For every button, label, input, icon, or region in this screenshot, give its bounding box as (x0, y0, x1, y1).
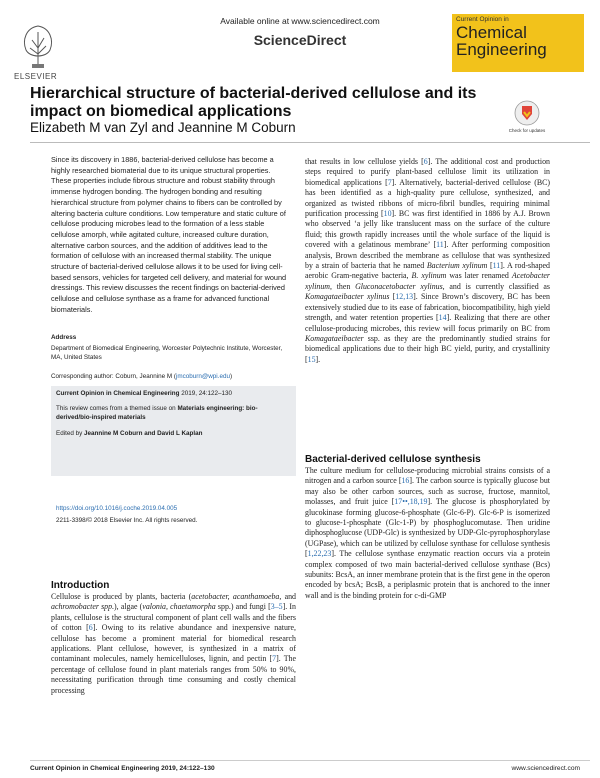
available-online[interactable]: Available online at www.sciencedirect.com (220, 16, 380, 26)
paragraph-text: , and is currently classified as (442, 281, 550, 291)
paragraph-text: ]. In plants, cellulose is the structural component of plant cell walls and the fibers of cotton [ (51, 602, 296, 633)
species-name: B. xylinum (411, 271, 447, 281)
paragraph-text: [ (389, 292, 396, 302)
journal-title-line1: Chemical (456, 23, 527, 42)
reference-link[interactable]: 6 (423, 157, 428, 166)
paragraph-text: was later renamed (446, 271, 512, 281)
reference-link[interactable]: 7 (387, 177, 392, 187)
corresponding-end: ) (229, 373, 233, 380)
citation (56, 390, 232, 397)
intro-paragraph-cont (305, 157, 550, 365)
corresponding-author (51, 373, 301, 380)
paragraph-text: ]. Realizing that there are other cellulose-producing microbes, this review will focus primarily on BC from (305, 313, 550, 333)
paragraph-text: The culture medium for cellulose-producing microbial strains consists of a nitrogen and a carbon source [ (305, 466, 550, 486)
footer-citation: Current Opinion in Chemical Engineering 2019, 24:122–130 (30, 765, 215, 772)
edited-prefix: Edited by (56, 430, 85, 437)
paragraph-text: ]. (315, 354, 321, 364)
species-name: Komagataeibacter (305, 333, 364, 343)
species-name: acetobacter, acanthamoeba (191, 592, 280, 601)
edited-by (56, 430, 291, 437)
reference-link[interactable]: 17••,18,19 (394, 497, 428, 507)
paragraph-text: ]. A rod-shaped aerobic Gram-negative bacteria, (305, 261, 550, 281)
header-divider (30, 142, 590, 143)
reference-link[interactable]: 11 (436, 240, 444, 250)
paragraph-text: that results in low cellulose yields [ (305, 157, 424, 166)
paragraph-text: ]. Alternatively, bacterial-derived cellulose (BC) has been identified as a high-quality pure cellulose, synthesized, and organized as twisted ribbons of micro-fibril bundles, requiring minimal purification processing [ (305, 177, 550, 219)
article-title: Hierarchical structure of bacterial-derived cellulose and its impact on biomedical applications (30, 85, 477, 120)
reference-link[interactable]: 12,13 (395, 292, 414, 302)
bc-synthesis-heading: Bacterial-derived cellulose synthesis (305, 454, 481, 465)
article-authors: Elizabeth M van Zyl and Jeannine M Coburn (30, 120, 296, 135)
paragraph-text: ]. The additional cost and production steps required to purify plant-based cellulose limit its utilization in biomedical applications [ (305, 157, 551, 187)
intro-paragraph (51, 592, 296, 696)
species-name: achromobacter spp. (51, 602, 115, 612)
citation-journal: Current Opinion in Chemical Engineering (56, 390, 180, 397)
paragraph-text: , then (329, 281, 356, 291)
journal-title (456, 24, 547, 58)
bc-synthesis-paragraph (305, 466, 550, 601)
abstract: Since its discovery in 1886, bacterial-derived cellulose has become a highly researched biomaterial due to its unique structural properties. These properties include fibrous structure and robust stability through immense hydrogen bonding. The hydrogen bonding and resulting hierarchical structure from polymer chains to fibers can be controlled by altering bacteria culture conditions. Low temperature and static culture of cellulose producing microbes lead to the formation of a less stable cellulose amorph, while agitated culture, increased culture duration, alternative carbon sources, and the addition of additives lead to the formation of cellulose with an increased thermal stability. The unique structure of bacterial-derived cellulose allows it to be used for living cell-based sensors, vehicles for targeted cell delivery, and material for wound dressings. This review discusses the recent findings on bacterial-derived cellulose and cellulose synthase as a frame for advanced functional biomaterials. (51, 155, 287, 314)
paragraph-text: spp.) and fungi [ (215, 602, 271, 612)
check-for-updates-label[interactable]: Check for updates (508, 128, 546, 133)
footer-website[interactable]: www.sciencedirect.com (511, 765, 580, 772)
reference-link[interactable]: 3–5 (270, 602, 283, 612)
reference-link[interactable]: 7 (272, 654, 277, 664)
paragraph-text: ]. Since Brown’s discovery, BC has been extensively studied due to its ease of fabrication, biocompatibility, high yield strength, and water retention properties [ (305, 292, 550, 323)
reference-link[interactable]: 14 (438, 313, 447, 323)
species-name: valonia, chaetamorpha (142, 602, 216, 612)
reference-link[interactable]: 1,22,23 (307, 549, 332, 559)
species-name: Acetobacter xylinum (305, 271, 550, 291)
reference-link[interactable]: 16 (401, 476, 410, 486)
citation-volume: 2019, 24:122–130 (179, 390, 233, 397)
species-name: Komagataeibacter xylinus (305, 292, 390, 302)
paragraph-text: ]. The carbon source is typically glucose but may also be other carbon sources, such as sucrose, fructose, mannitol, molasses, and fruit juice [ (305, 476, 550, 507)
paragraph-text: , and (279, 592, 296, 601)
themed-issue (56, 405, 291, 422)
paragraph-text: ssp. as they are the predominantly studied strains for biomedical applications due to their high BC yield, purity, and crystallinity [ (305, 333, 550, 364)
theme-prefix: This review comes from a themed issue on (56, 405, 178, 412)
paragraph-text: ), algae ( (114, 602, 143, 612)
paragraph-text: ]. Owing to its relative abundance and inexpensive nature, cellulose has become a prominent material for biomedical research applications. Plant cellulose, however, is synthesized in a matrix of contaminant molecules, namely hemicelluloses, lignin, and pectin [ (51, 623, 296, 664)
journal-title-line2: Engineering (456, 40, 547, 59)
check-for-updates-icon[interactable] (514, 100, 540, 126)
journal-small-title: Current Opinion in (456, 16, 509, 23)
paragraph-text: ]. After performing composition analysis, Brown described the membrane as cellulose that was synthesized by a strain of bacteria that he named (305, 240, 550, 271)
reference-link[interactable]: 6 (88, 623, 93, 633)
sciencedirect-title[interactable]: ScienceDirect (253, 32, 347, 48)
reference-link[interactable]: 11 (492, 261, 501, 271)
paragraph-text: ]. The glucose is phosphorylated by glucokinase forming glucose-6-phosphate (Glc-6-P). Glc-6-P is isomerized to glucose-1-phosphate (Glc-1-P) by phosphoglucomutase. Then uridine diphosphoglucose (UDP-Glc) is synthesized by UDP-Glc-pyrophosphorylase (UGPase), which can be utilized by cellulose synthase for cellulose synthesis [ (305, 497, 551, 559)
paragraph-text: [ (487, 261, 493, 271)
address-heading: Address (51, 334, 77, 341)
corresponding-email[interactable]: jmcoburn@wpi.edu (175, 373, 230, 380)
address: Department of Biomedical Engineering, Worcester Polytechnic Institute, Worcester, MA, United States (51, 345, 283, 362)
editors: Jeannine M Coburn and David L Kaplan (84, 430, 203, 437)
doi-link[interactable]: https://doi.org/10.1016/j.coche.2019.04.005 (56, 505, 178, 512)
paragraph-text: Cellulose is produced by plants, bacteria ( (51, 592, 192, 601)
reference-link[interactable]: 10 (383, 209, 392, 219)
paragraph-text: ]. BC was first identified in 1886 by A.J. Brown who observed ‘a jelly like translucent mass on the surface of the culture fluid; this growth rapidly increases until the whole surface of the liquid is covered with a gelatinous membrane’ [ (305, 209, 550, 250)
footer-divider (30, 760, 590, 761)
publisher-name: ELSEVIER (14, 72, 58, 81)
reference-link[interactable]: 15 (307, 354, 316, 364)
issn-copyright: 2211-3398/© 2018 Elsevier Inc. All rights reserved. (56, 517, 198, 524)
species-name: Bacterium xylinum (426, 261, 488, 271)
corresponding-label: Corresponding author: Coburn, Jeannine M ( (51, 373, 176, 380)
elsevier-tree-logo (16, 18, 60, 72)
paragraph-text: ]. The cellulose synthase enzymatic reaction occurs via a protein complex composed of two main bacterial-derived cellulose synthase (Bcs) subunits: BcsA, an inner membrane protein that is the first gene in the operon encoded by bcsA; BcsB, a periplasmic protein that is anchored to the inner wall and is the binding protein for c-di-GMP (305, 549, 550, 600)
species-name: Gluconacetobacter xylinus (355, 281, 443, 291)
theme-name: Materials engineering: bio-derived/bio-inspired materials (56, 405, 258, 421)
paragraph-text: ]. The percentage of cellulose found in plant materials ranges from 50% to 90%, necessitating purification through time consuming and costly chemical processing (51, 654, 296, 695)
intro-heading: Introduction (51, 580, 110, 591)
